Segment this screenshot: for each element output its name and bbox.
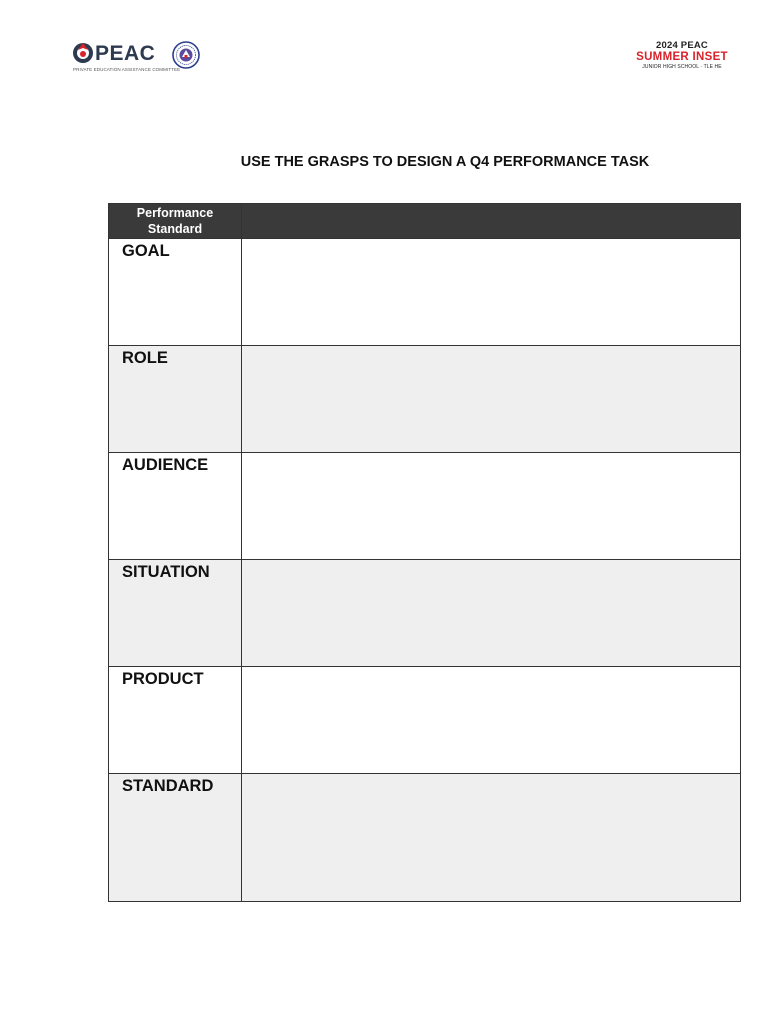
audience-label: AUDIENCE [109, 453, 242, 560]
peac-subtitle: PRIVATE EDUCATION ASSISTANCE COMMITTEE [73, 67, 181, 72]
performance-standard-header: Performance Standard [109, 204, 242, 239]
table-row-role [109, 346, 741, 453]
product-input-cell[interactable] [242, 667, 741, 774]
document-title: USE THE GRASPS TO DESIGN A Q4 PERFORMANCE TASK [240, 154, 650, 170]
inset-year: 2024 PEAC [656, 40, 708, 51]
table-row-goal [109, 239, 741, 346]
table-row-standard [109, 774, 741, 902]
inset-subtitle: JUNIOR HIGH SCHOOL · TLE HE [642, 64, 722, 70]
role-input-cell[interactable] [242, 346, 741, 453]
inset-title: SUMMER INSET [636, 51, 728, 63]
peac-emblem-icon [72, 42, 94, 64]
table-header-row [109, 204, 741, 239]
audience-input-cell[interactable] [242, 453, 741, 560]
table-row-audience [109, 453, 741, 560]
peac-wordmark: PEAC [95, 42, 156, 65]
standard-input-cell[interactable] [242, 774, 741, 902]
table-row-product [109, 667, 741, 774]
goal-label: GOAL [109, 239, 242, 346]
performance-standard-value[interactable] [242, 204, 741, 239]
deped-seal-icon [172, 41, 200, 69]
situation-input-cell[interactable] [242, 560, 741, 667]
summer-inset-logo [632, 41, 732, 71]
table-row-situation [109, 560, 741, 667]
role-label: ROLE [109, 346, 242, 453]
goal-input-cell[interactable] [242, 239, 741, 346]
product-label: PRODUCT [109, 667, 242, 774]
grasps-table [108, 203, 741, 902]
situation-label: SITUATION [109, 560, 242, 667]
standard-label: STANDARD [109, 774, 242, 902]
